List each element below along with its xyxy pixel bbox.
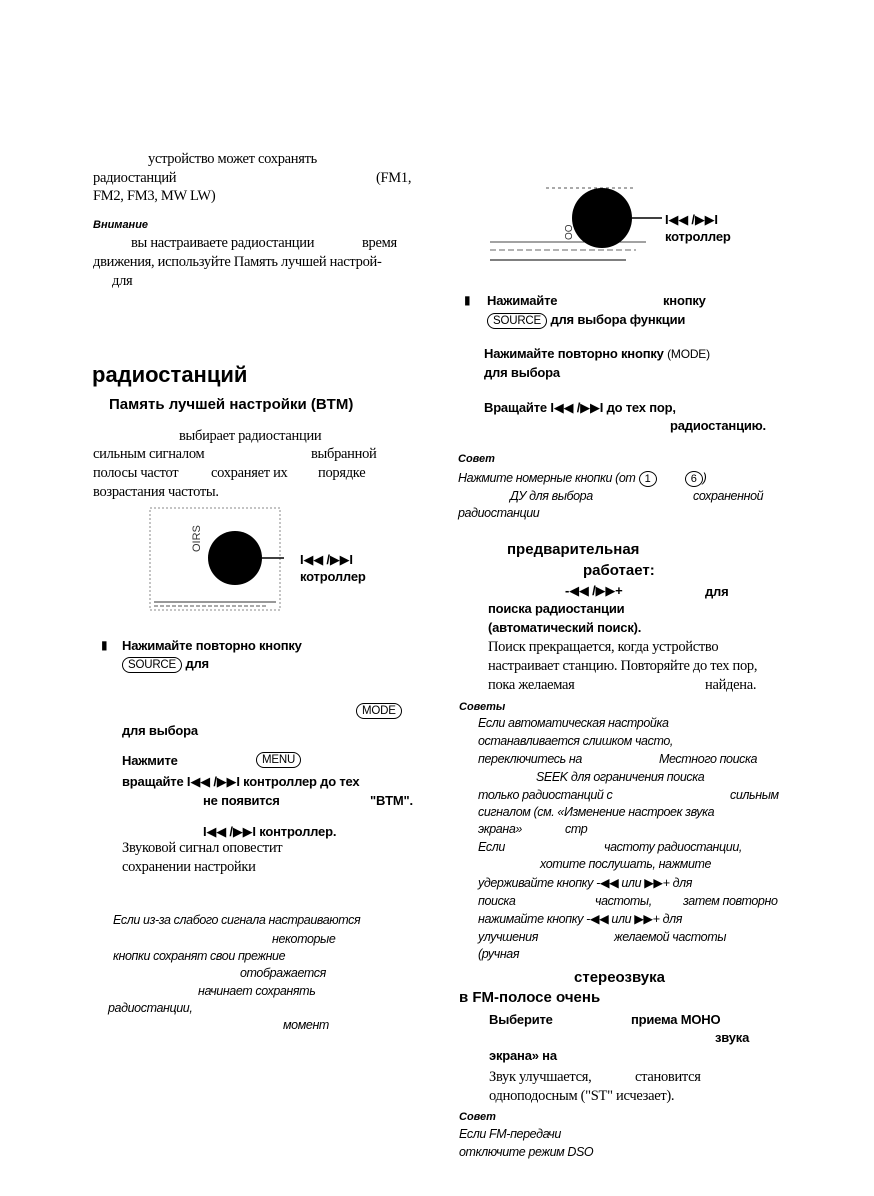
controller-dial-illustration-right — [486, 184, 662, 270]
stereo-mono: приема МОНО — [631, 1012, 721, 1027]
right-tip-line-2: ДУ для выбора — [510, 489, 593, 503]
tips-line-3: переключитесь на — [478, 752, 582, 766]
left-note-4: отображается — [240, 966, 326, 980]
btm-desc-3: полосы частот — [93, 465, 179, 481]
tips-line-4: SEEK для ограничения поиска — [536, 770, 705, 784]
right-tips-label: Советы — [459, 701, 506, 713]
right-step2-press: Нажимайте повторно кнопку — [484, 346, 664, 361]
btm-desc-3c: порядке — [318, 465, 366, 481]
intro-line-2b: (FM1, — [376, 170, 412, 186]
attention-line-1: вы настраиваете радиостанции — [131, 235, 315, 251]
tips-line-1: Если автоматическая настройка — [478, 716, 669, 730]
stereo-body-1b: становится — [635, 1069, 701, 1085]
left-note-3: кнопки сохранят свои прежние — [113, 949, 286, 963]
preset-title-1: предварительная — [507, 541, 640, 558]
left-dial-label-1: I◀◀ /▶▶I — [300, 552, 353, 567]
last-tip-2: отключите режим DSO — [459, 1145, 594, 1159]
tips-line-7: экрана» — [478, 822, 522, 836]
tips-line-10: удерживайте кнопку -◀◀ или ▶▶+ для — [478, 876, 693, 890]
left-step1-text: Нажимайте повторно кнопку — [122, 638, 302, 653]
preset-body-2: настраивает станцию. Повторяйте до тех пор, — [488, 658, 758, 674]
source-button-right[interactable]: SOURCE — [487, 313, 547, 329]
right-step1-press: Нажимайте — [487, 293, 558, 308]
right-step2-text: Нажимайте повторно кнопку (MODE) — [484, 346, 710, 361]
source-button[interactable]: SOURCE — [122, 657, 182, 673]
stereo-select: Выберите — [489, 1012, 553, 1027]
stereo-title-2: в FM-полосе очень — [459, 989, 601, 1006]
right-step3-station: радиостанцию. — [670, 418, 766, 433]
btm-desc-2: сильным сигналом — [93, 446, 205, 462]
preset-button-6[interactable]: 6 — [685, 471, 703, 487]
tips-line-12: нажимайте кнопку -◀◀ или ▶▶+ для — [478, 912, 683, 926]
section-title: радиостанций — [92, 362, 248, 387]
left-step3-until: не появится — [203, 793, 280, 808]
tips-line-6: сигналом (см. «Изменение настроек звука — [478, 805, 715, 819]
left-step1-bullet: ▮ — [101, 638, 108, 652]
left-step3-press: Нажмите — [122, 753, 178, 768]
tips-line-14: (ручная — [478, 947, 520, 961]
attention-line-3: для — [112, 273, 133, 289]
mode-button[interactable]: MODE — [356, 703, 402, 719]
left-step3-rotate: вращайте I◀◀ /▶▶I контроллер до тех — [122, 774, 360, 789]
left-step4-text: I◀◀ /▶▶I контроллер. — [203, 824, 337, 839]
last-tip-1: Если FM-передачи — [459, 1127, 561, 1141]
left-note-6: радиостанции, — [108, 1001, 193, 1015]
attention-line-1b: время — [362, 235, 397, 251]
left-step1-line2 — [122, 657, 209, 673]
preset-body-3b: найдена. — [705, 677, 757, 693]
preset-auto: (автоматический поиск). — [488, 620, 642, 635]
svg-text:OO: OO — [564, 224, 575, 240]
stereo-title-1: стереозвука — [574, 969, 665, 986]
preset-button-1[interactable]: 1 — [639, 471, 657, 487]
btm-desc-4: возрастания частоты. — [93, 484, 219, 500]
right-step1-bullet: ▮ — [464, 293, 471, 307]
left-step2-text: для выбора — [122, 723, 198, 738]
right-dial-label-2: котроллер — [665, 229, 731, 244]
tips-line-11c: затем повторно — [683, 894, 778, 908]
right-tip-label: Совет — [458, 453, 495, 465]
stereo-sound: звука — [715, 1030, 750, 1045]
menu-button[interactable]: MENU — [256, 752, 301, 768]
tips-line-11: поиска — [478, 894, 516, 908]
preset-search: поиска радиостанции — [488, 601, 625, 616]
left-note-1: Если из-за слабого сигнала настраиваются — [113, 913, 361, 927]
left-step4-body-2: сохранении настройки — [122, 859, 256, 875]
right-step1-line2 — [487, 313, 685, 329]
attention-line-2: движения, используйте Память лучшей настрой- — [93, 254, 382, 270]
btm-desc-3b: сохраняет их — [211, 465, 288, 481]
preset-body-3: пока желаемая — [488, 677, 575, 693]
left-step4-body-1: Звуковой сигнал оповестит — [122, 840, 283, 856]
right-tip-line-3: радиостанции — [458, 506, 540, 520]
tips-line-2: останавливается слишком часто, — [478, 734, 673, 748]
intro-line-3: FM2, FM3, MW LW) — [93, 188, 216, 204]
preset-for: для — [705, 584, 729, 599]
tips-line-3b: Местного поиска — [659, 752, 758, 766]
svg-text:OIRS: OIRS — [191, 525, 203, 552]
left-mode-button-wrap — [356, 703, 402, 719]
tips-line-5b: сильным — [730, 788, 779, 802]
preset-title-2: работает: — [583, 562, 655, 579]
left-dial-label-2: котроллер — [300, 569, 366, 584]
btm-desc-1: выбирает радиостанции — [179, 428, 322, 444]
tips-line-8: Если — [478, 840, 505, 854]
stereo-screen: экрана» на — [489, 1048, 557, 1063]
last-tip-label: Совет — [459, 1111, 496, 1123]
right-step1-button-word: кнопку — [663, 293, 706, 308]
right-step1-select: для выбора функции — [550, 312, 686, 327]
intro-line-1: устройство может сохранять — [148, 151, 317, 167]
right-step2-select: для выбора — [484, 365, 560, 380]
tips-line-13b: желаемой частоты — [614, 930, 727, 944]
attention-label: Внимание — [93, 219, 149, 231]
left-note-7: момент — [283, 1018, 329, 1032]
right-tip-text-1: Нажмите номерные кнопки (от — [458, 471, 636, 485]
subsection-title: Память лучшей настройки (BTM) — [109, 396, 354, 413]
left-note-2: некоторые — [272, 932, 336, 946]
left-note-5: начинает сохранять — [198, 984, 316, 998]
right-tip-line-2b: сохраненной — [693, 489, 764, 503]
stereo-body-2: одноподосным ("ST" исчезает). — [489, 1088, 675, 1104]
btm-desc-2b: выбранной — [311, 446, 377, 462]
right-step3-rotate: Вращайте I◀◀ /▶▶I до тех пор, — [484, 400, 676, 415]
stereo-body-1: Звук улучшается, — [489, 1069, 592, 1085]
left-step1-for: для — [185, 656, 209, 671]
intro-line-2: радиостанций — [93, 170, 177, 186]
tips-line-9: хотите послушать, нажмите — [540, 857, 712, 871]
tips-line-8b: частоту радиостанции, — [604, 840, 742, 854]
tips-line-11b: частоты, — [595, 894, 652, 908]
preset-seek-buttons: -◀◀ /▶▶+ — [565, 583, 623, 598]
right-tip-line-1: Нажмите номерные кнопки (от 1 6 ) — [458, 471, 707, 485]
controller-dial-illustration — [148, 506, 284, 614]
left-step3-btm: "BTM". — [370, 793, 413, 808]
tips-line-13: улучшения — [478, 930, 538, 944]
tips-line-7b: стр — [565, 822, 588, 836]
left-menu-button-wrap — [256, 752, 301, 768]
preset-body-1: Поиск прекращается, когда устройство — [488, 639, 719, 655]
right-dial-label-1: I◀◀ /▶▶I — [665, 212, 718, 227]
mode-button-right[interactable]: MODE — [670, 347, 707, 361]
tips-line-5: только радиостанций с — [478, 788, 613, 802]
